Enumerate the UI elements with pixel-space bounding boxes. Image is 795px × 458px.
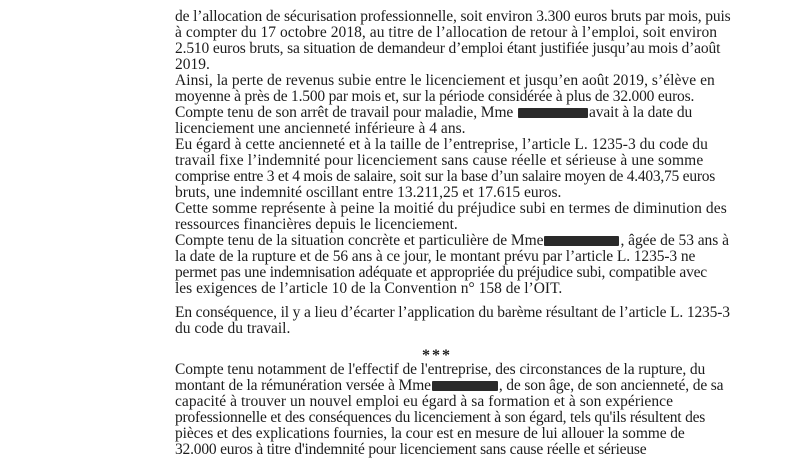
text-segment: Compte tenu de la situation concrète et particulière de Mme: [175, 232, 544, 249]
text-segment: avait à la date du: [588, 104, 693, 121]
redacted-name: [518, 108, 588, 118]
text-line: permet pas une indemnisation adéquate et appropriée du préjudice subi, compatible avec: [175, 264, 707, 281]
text-line: pièces et des explications fournies, la cour est en mesure de lui allouer la somme de: [175, 425, 685, 442]
text-line: du code du travail.: [175, 320, 291, 337]
redacted-name: [544, 236, 619, 246]
text-line: les exigences de l’article 10 de la Convention n° 158 de l’OIT.: [175, 280, 563, 297]
text-line: [175, 233, 729, 249]
text-line: moyenne à près de 1.500 par mois et, sur la période considérée à plus de 32.000 euros.: [175, 88, 695, 105]
section-separator: ***: [422, 347, 452, 364]
text-line: Ainsi, la perte de revenus subie entre le licenciement et jusqu’en août 2019, s’élève en: [175, 72, 715, 89]
text-line: Compte tenu notamment de l'effectif de l'entreprise, des circonstances de la rupture, du: [175, 361, 706, 378]
text-line: à compter du 17 octobre 2018, au titre de l’allocation de retour à l’emploi, soit environ: [175, 24, 718, 41]
text-line: [175, 378, 723, 394]
text-line: Cette somme représente à peine la moitié du préjudice subi en termes de diminution des: [175, 200, 727, 217]
text-line: professionnelle et des conséquences du licenciement à son égard, tels qu'ils résultent des: [175, 409, 706, 426]
text-line: licenciement une ancienneté inférieure à 4 ans.: [175, 120, 466, 137]
text-line: bruts, une indemnité oscillant entre 13.211,25 et 17.615 euros.: [175, 184, 562, 201]
text-line: la date de la rupture et de 56 ans à ce jour, le montant prévu par l’article L. 1235-3 ne: [175, 248, 696, 265]
text-segment: , âgée de 53 ans à: [620, 232, 729, 249]
text-line: [175, 105, 692, 121]
text-line: 32.000 euros à titre d'indemnité pour licenciement sans cause réelle et sérieuse: [175, 441, 647, 458]
text-line: 2.510 euros bruts, sa situation de demandeur d’emploi étant justifiée jusqu’au mois d’août: [175, 40, 721, 57]
text-segment: montant de la rémunération versée à Mme: [175, 377, 431, 394]
text-line: 2019.: [175, 56, 210, 73]
text-line: comprise entre 3 et 4 mois de salaire, soit sur la base d’un salaire moyen de 4.403,75 euros: [175, 168, 716, 185]
text-line: travail fixe l’indemnité pour licenciement sans cause réelle et sérieuse à une somme: [175, 152, 704, 169]
text-line: ressources financières depuis le licenciement.: [175, 216, 458, 233]
text-segment: Compte tenu de son arrêt de travail pour maladie, Mme: [175, 104, 517, 121]
text-line: En conséquence, il y a lieu d’écarter l’application du barème résultant de l’article L. 1235-3: [175, 304, 730, 321]
text-line: de l’allocation de sécurisation professionnelle, soit environ 3.300 euros bruts par mois, puis: [175, 8, 731, 25]
redacted-name: [432, 381, 498, 391]
text-segment: , de son âge, de son ancienneté, de sa: [498, 377, 724, 394]
text-line: Eu égard à cette ancienneté et à la taille de l’entreprise, l’article L. 1235-3 du code du: [175, 136, 708, 153]
text-line: capacité à trouver un nouvel emploi eu égard à sa formation et à son expérience: [175, 393, 674, 410]
